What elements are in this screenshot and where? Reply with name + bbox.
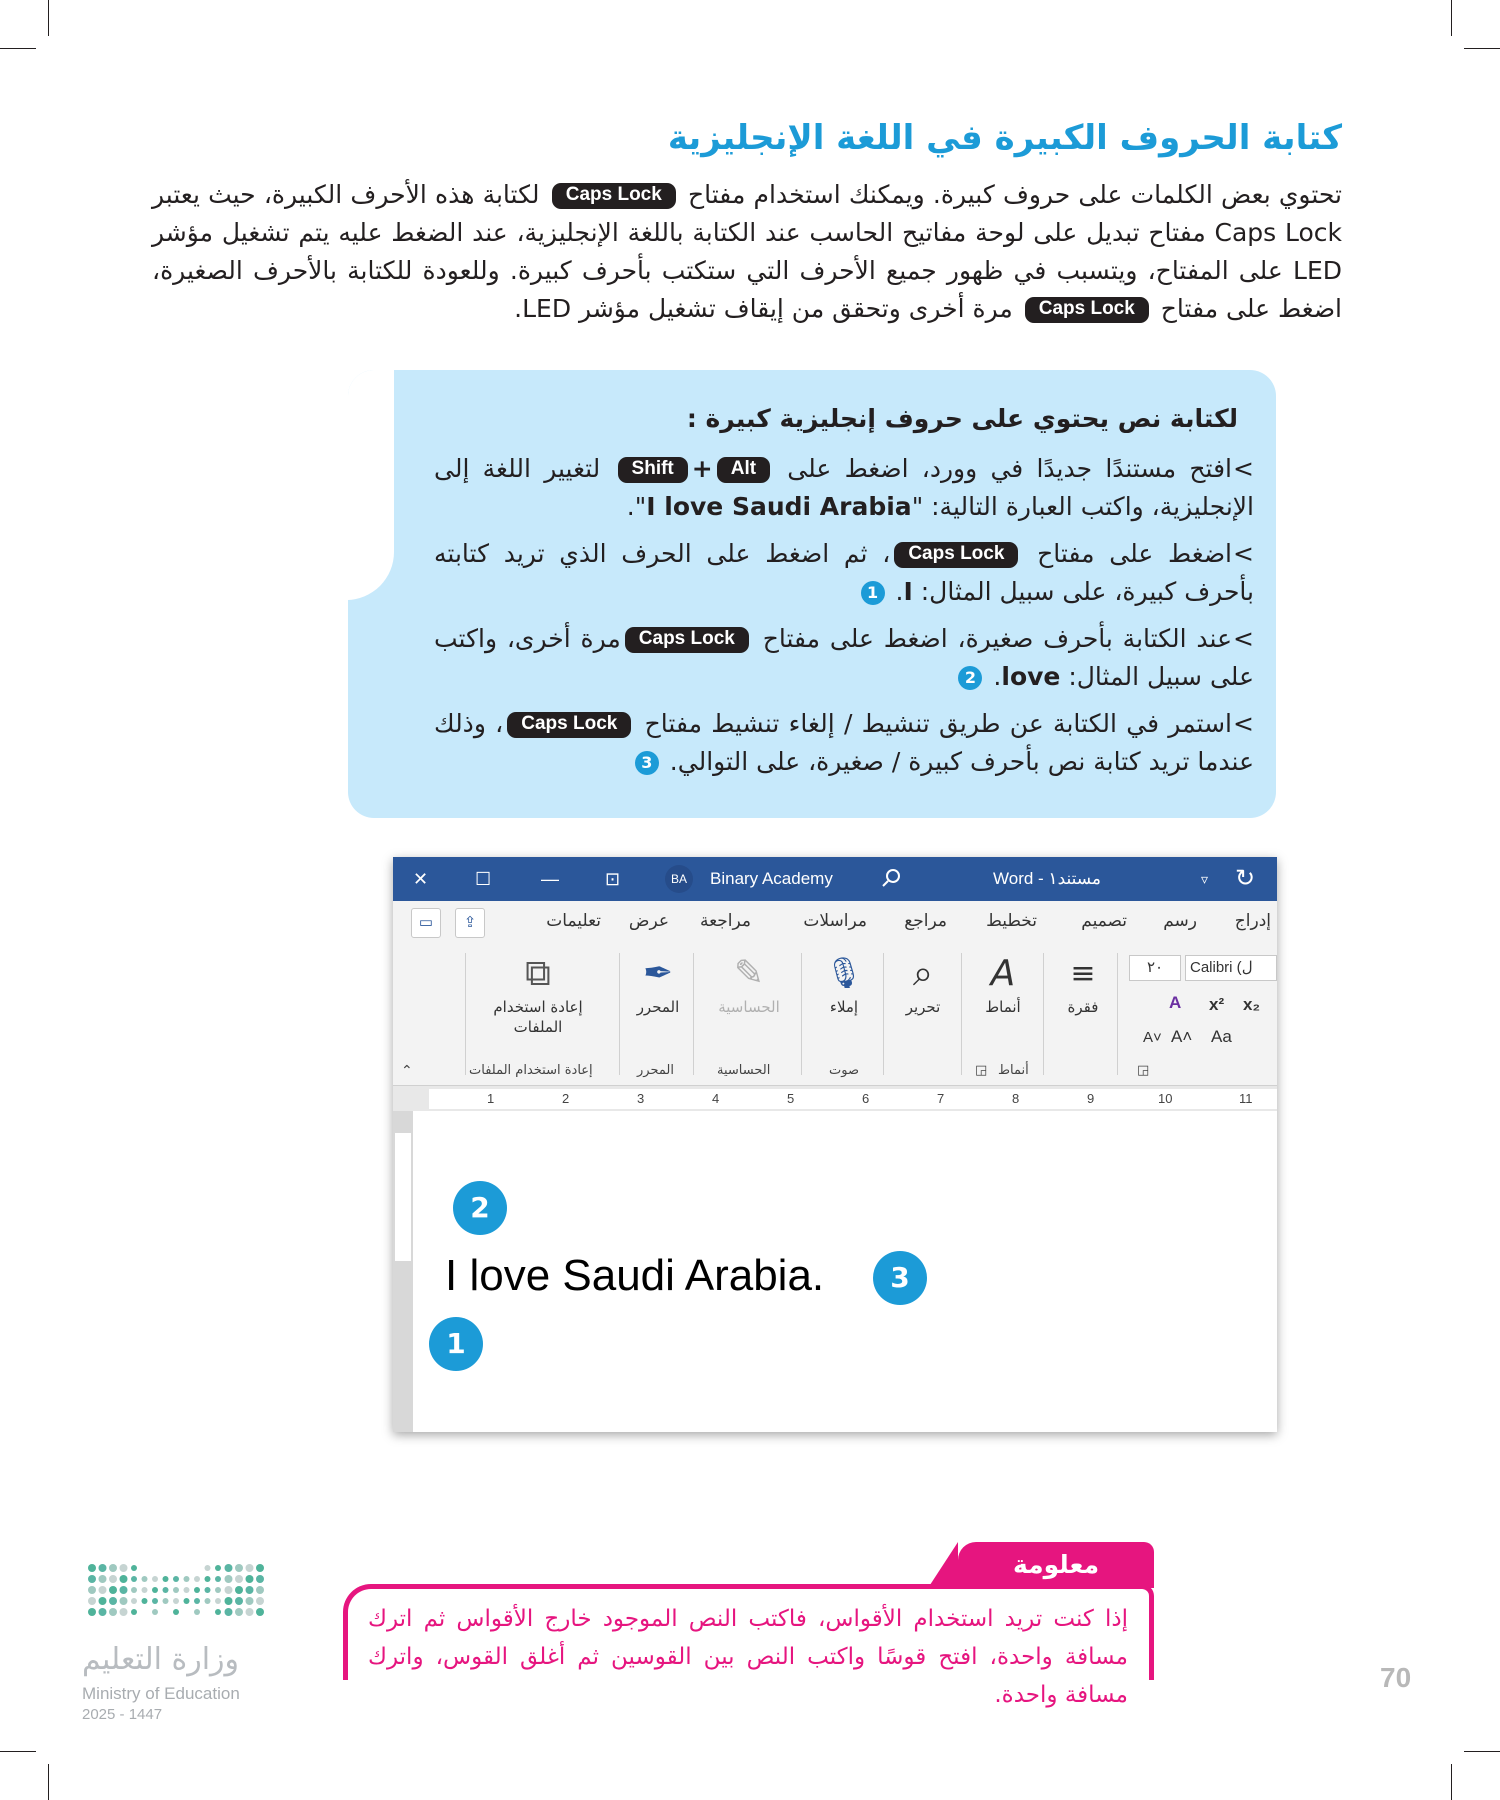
- sensitivity-group[interactable]: [701, 951, 797, 1017]
- step-text: .: [993, 662, 1002, 691]
- step-text: مرة أخرى، واكتب على سبيل المثال:: [434, 624, 1254, 691]
- logo-dot: [99, 1586, 107, 1594]
- logo-dot: [256, 1575, 264, 1583]
- marker-number: 3: [890, 1261, 910, 1294]
- logo-dot: [99, 1608, 107, 1616]
- logo-dot: [131, 1565, 137, 1571]
- logo-dot: [235, 1586, 243, 1594]
- account-name[interactable]: Binary Academy: [710, 869, 833, 888]
- group-label-voice: صوت: [829, 1063, 859, 1078]
- chevron-icon: >: [1233, 454, 1254, 483]
- callout-marker-3: [873, 1251, 927, 1305]
- logo-dot: [246, 1597, 254, 1605]
- ruler-number: 9: [1087, 1091, 1095, 1106]
- intro-paragraph: [152, 176, 1342, 328]
- word-window: [393, 857, 1277, 1432]
- logo-dot: [235, 1564, 243, 1572]
- logo-dot: [194, 1609, 200, 1615]
- crop-mark: [0, 1751, 36, 1752]
- crop-mark: [48, 0, 49, 36]
- comments-icon[interactable]: ▭: [411, 908, 441, 938]
- subscript-button[interactable]: x₂: [1243, 995, 1261, 1014]
- crop-mark: [1464, 1751, 1500, 1752]
- title-bar: [393, 857, 1277, 901]
- plus-sign: +: [691, 454, 713, 483]
- instruction-step-2: [434, 535, 1254, 611]
- ribbon-tabs: [393, 901, 1277, 945]
- logo-dot: [142, 1598, 148, 1604]
- document-title: مستند١ - Word: [993, 869, 1102, 888]
- logo-dot: [152, 1576, 158, 1582]
- callout-marker-2: [453, 1181, 507, 1235]
- logo-dot: [88, 1564, 96, 1572]
- logo-dot: [215, 1565, 221, 1571]
- logo-dot: [152, 1587, 158, 1593]
- box-notch: [348, 370, 394, 600]
- logo-dot: [194, 1587, 200, 1593]
- logo-dot: [173, 1587, 179, 1593]
- logo-dot: [215, 1598, 221, 1604]
- ribbon-label: إعادة استخدام الملفات: [493, 998, 583, 1036]
- logo-dot: [184, 1598, 190, 1604]
- logo-dot: [120, 1575, 128, 1583]
- logo-dot: [235, 1575, 243, 1583]
- instruction-step-1: [434, 450, 1254, 526]
- change-case-button[interactable]: Aa: [1211, 1027, 1232, 1046]
- instruction-step-4: [434, 705, 1254, 781]
- tab-view[interactable]: عرض: [628, 911, 669, 931]
- example-letter: I: [903, 577, 913, 606]
- redo-icon[interactable]: ↻: [1235, 865, 1256, 892]
- logo-dot: [152, 1598, 158, 1604]
- ruler-number: 4: [712, 1091, 720, 1106]
- divider: [883, 953, 884, 1075]
- logo-dot: [99, 1597, 107, 1605]
- logo-dot: [142, 1576, 148, 1582]
- divider: [1043, 953, 1044, 1075]
- editing-group[interactable]: [893, 951, 953, 1017]
- ribbon-label: المحرر: [636, 998, 680, 1016]
- logo-dot: [88, 1575, 96, 1583]
- chevron-icon: >: [1233, 539, 1254, 568]
- logo-dot: [205, 1598, 211, 1604]
- logo-dot: [194, 1576, 200, 1582]
- share-icon[interactable]: ⇪: [455, 908, 485, 938]
- ruler-number: 2: [562, 1091, 570, 1106]
- logo-dot: [246, 1608, 254, 1616]
- sensitivity-icon: ✎: [733, 953, 765, 994]
- ministry-name-english: Ministry of Education: [82, 1684, 240, 1703]
- shift-key: Shift: [618, 457, 688, 483]
- close-button[interactable]: ✕: [413, 869, 429, 889]
- styles-group[interactable]: [968, 951, 1038, 1017]
- divider: [961, 953, 962, 1075]
- logo-dot: [205, 1587, 211, 1593]
- logo-dot: [205, 1576, 211, 1582]
- ruler-number: 1: [487, 1091, 495, 1106]
- ribbon: [393, 945, 1277, 1085]
- crop-mark: [1464, 48, 1500, 49]
- grow-font-button[interactable]: A˄: [1171, 1027, 1193, 1046]
- step-text: استمر في الكتابة عن طريق تنشيط / إلغاء تنشيط مفتاح: [644, 709, 1232, 738]
- ruler-number: 6: [862, 1091, 870, 1106]
- logo-dot: [225, 1608, 233, 1616]
- step-text: ، وذلك عندما تريد كتابة نص بأحرف كبيرة / صغيرة، على التوالي.: [434, 709, 1254, 776]
- example-phrase: I love Saudi Arabia: [646, 492, 912, 521]
- logo-dot: [109, 1597, 117, 1605]
- crop-mark: [1451, 1764, 1452, 1800]
- ribbon-label: فقرة: [1067, 998, 1099, 1016]
- ribbon-label: إملاء: [829, 998, 859, 1016]
- logo-dot: [173, 1576, 179, 1582]
- divider: [693, 953, 694, 1075]
- vertical-ruler-page: [395, 1133, 411, 1261]
- font-name-dropdown[interactable]: Calibri (ل: [1185, 955, 1277, 981]
- vertical-ruler: [393, 1111, 413, 1432]
- instructions-box: [348, 370, 1276, 818]
- styles-dialog-launcher-icon[interactable]: ◲: [975, 1063, 988, 1078]
- logo-dot: [109, 1586, 117, 1594]
- document-text[interactable]: I love Saudi Arabia.: [445, 1251, 825, 1300]
- group-label-styles: أنماط: [998, 1063, 1029, 1078]
- caps-lock-key: Caps Lock: [625, 627, 749, 653]
- reuse-files-icon: ⧉: [525, 953, 551, 994]
- crop-mark: [1451, 0, 1452, 36]
- crop-mark: [0, 48, 36, 49]
- logo-dot: [120, 1608, 128, 1616]
- info-text: إذا كنت تريد استخدام الأقواس، فاكتب النص الموجود خارج الأقواس ثم اترك مسافة واحدة، افتح قوسًا واكتب النص بين القوسين ثم أغلق القوس، واترك مسافة واحدة.: [368, 1606, 1128, 1708]
- logo-dot: [163, 1598, 169, 1604]
- logo-dot: [246, 1564, 254, 1572]
- superscript-button[interactable]: x²: [1209, 995, 1225, 1014]
- step-number-badge: 2: [958, 666, 982, 690]
- intro-text: تحتوي بعض الكلمات على حروف كبيرة. ويمكنك استخدام مفتاح: [688, 180, 1342, 209]
- font-dialog-launcher-icon[interactable]: ◲: [1137, 1063, 1150, 1078]
- step-number-badge: 1: [861, 581, 885, 605]
- logo-dot: [109, 1575, 117, 1583]
- chevron-icon: >: [1233, 709, 1254, 738]
- logo-dot: [88, 1586, 96, 1594]
- styles-icon: A: [990, 953, 1016, 994]
- logo-dot: [184, 1587, 190, 1593]
- logo-dot: [235, 1597, 243, 1605]
- logo-dot: [235, 1608, 243, 1616]
- logo-dot: [163, 1576, 169, 1582]
- logo-dot: [225, 1575, 233, 1583]
- ribbon-label: الحساسية: [718, 998, 780, 1016]
- intro-text: مرة أخرى وتحقق من إيقاف تشغيل مؤشر LED.: [514, 294, 1013, 323]
- callout-marker-1: [429, 1317, 483, 1371]
- ministry-name-arabic: وزارة التعليم: [82, 1642, 240, 1677]
- logo-dot: [109, 1564, 117, 1572]
- caps-lock-key: Caps Lock: [552, 183, 676, 209]
- logo-dot: [256, 1564, 264, 1572]
- divider: [801, 953, 802, 1075]
- caps-lock-key: Caps Lock: [1025, 297, 1149, 323]
- tab-mailings[interactable]: مراسلات: [803, 911, 867, 931]
- tab-review[interactable]: مراجعة: [699, 911, 751, 931]
- ruler-number: 8: [1012, 1091, 1020, 1106]
- marker-number: 2: [470, 1191, 490, 1224]
- logo-dot: [215, 1609, 221, 1615]
- shrink-font-button[interactable]: A˅: [1143, 1029, 1162, 1046]
- step-text: اضغط على مفتاح: [1037, 539, 1232, 568]
- logo-dot: [142, 1587, 148, 1593]
- quick-access-dropdown-icon[interactable]: ▿: [1201, 871, 1209, 887]
- logo-dot: [246, 1586, 254, 1594]
- logo-dot: [99, 1564, 107, 1572]
- caps-lock-key: Caps Lock: [507, 712, 631, 738]
- logo-dot: [109, 1608, 117, 1616]
- instruction-step-3: [434, 620, 1254, 696]
- search-icon[interactable]: [881, 857, 901, 901]
- caps-lock-key: Caps Lock: [894, 542, 1018, 568]
- divider: [619, 953, 620, 1075]
- dictate-group[interactable]: [809, 951, 879, 1017]
- logo-dot: [225, 1597, 233, 1605]
- section-title: كتابة الحروف الكبيرة في اللغة الإنجليزية: [667, 118, 1342, 158]
- ruler-number: 11: [1239, 1091, 1253, 1106]
- page-number: 70: [1380, 1662, 1412, 1693]
- ruler: [393, 1085, 1277, 1111]
- tab-design[interactable]: تصميم: [1081, 911, 1127, 931]
- ruler-number: 5: [787, 1091, 795, 1106]
- paragraph-group[interactable]: [1053, 951, 1113, 1017]
- ministry-logo-icon: [84, 1560, 274, 1640]
- group-label-reuse-files: إعادة استخدام الملفات: [469, 1063, 593, 1078]
- tab-references[interactable]: مراجع: [904, 911, 947, 931]
- tab-insert[interactable]: إدراج: [1234, 911, 1271, 931]
- reuse-files-group[interactable]: [463, 951, 613, 1037]
- minimize-button[interactable]: —: [541, 869, 559, 889]
- ribbon-label: أنماط: [985, 998, 1021, 1016]
- clear-formatting-icon[interactable]: A: [1169, 993, 1182, 1012]
- logo-dot: [120, 1564, 128, 1572]
- logo-dot: [88, 1597, 96, 1605]
- step-number-badge: 3: [635, 751, 659, 775]
- logo-dot: [131, 1576, 137, 1582]
- chevron-icon: >: [1233, 624, 1254, 653]
- group-label-editor: المحرر: [637, 1063, 674, 1078]
- logo-dot: [256, 1586, 264, 1594]
- logo-dot: [184, 1576, 190, 1582]
- logo-dot: [120, 1597, 128, 1605]
- ministry-logo: [80, 1560, 280, 1730]
- group-label-sensitivity: الحساسية: [717, 1063, 771, 1078]
- ribbon-label: تحرير: [905, 998, 941, 1016]
- ruler-number: 7: [937, 1091, 945, 1106]
- marker-number: 1: [446, 1327, 466, 1360]
- logo-dot: [215, 1576, 221, 1582]
- alt-key: Alt: [717, 457, 770, 483]
- logo-dot: [205, 1565, 211, 1571]
- logo-dot: [225, 1564, 233, 1572]
- logo-dot: [152, 1609, 158, 1615]
- tab-help[interactable]: تعليمات: [546, 911, 601, 931]
- ministry-year: 2025 - 1447: [82, 1706, 163, 1723]
- logo-dot: [163, 1587, 169, 1593]
- find-icon: ⌕: [912, 953, 934, 994]
- step-text: ، ثم اضغط على الحرف الذي تريد كتابته بأحرف كبيرة، على سبيل المثال:: [434, 539, 1254, 606]
- logo-dot: [246, 1575, 254, 1583]
- tab-layout[interactable]: تخطيط: [986, 911, 1037, 931]
- logo-dot: [88, 1608, 96, 1616]
- instructions-heading: لكتابة نص يحتوي على حروف إنجليزية كبيرة :: [686, 404, 1238, 433]
- divider: [465, 953, 466, 1075]
- editor-icon: ✒: [642, 953, 674, 994]
- step-text: افتح مستندًا جديدًا في وورد، اضغط على: [787, 454, 1232, 483]
- logo-dot: [215, 1587, 221, 1593]
- info-label: معلومة: [958, 1542, 1154, 1588]
- logo-dot: [131, 1587, 137, 1593]
- paragraph-icon: ≡: [1070, 956, 1096, 991]
- maximize-button[interactable]: ☐: [475, 869, 492, 889]
- logo-dot: [225, 1586, 233, 1594]
- logo-dot: [256, 1597, 264, 1605]
- step-text: .: [895, 577, 904, 606]
- tab-draw[interactable]: رسم: [1163, 911, 1197, 931]
- font-size-dropdown[interactable]: ٢٠: [1129, 955, 1181, 981]
- step-text: ".: [626, 492, 647, 521]
- ruler-number: 10: [1158, 1091, 1173, 1106]
- editor-group[interactable]: [627, 951, 689, 1017]
- logo-dot: [173, 1598, 179, 1604]
- microphone-icon: 🎙: [824, 956, 864, 991]
- logo-dot: [99, 1575, 107, 1583]
- logo-dot: [256, 1608, 264, 1616]
- logo-dot: [194, 1598, 200, 1604]
- ruler-track: [429, 1089, 1277, 1109]
- logo-dot: [173, 1609, 179, 1615]
- divider: [1117, 953, 1118, 1075]
- collapse-ribbon-icon[interactable]: ⌃: [401, 1063, 413, 1079]
- logo-dot: [120, 1586, 128, 1594]
- logo-dot: [131, 1598, 137, 1604]
- crop-mark: [48, 1764, 49, 1800]
- intro-text: لكتابة هذه الأحرف الكبيرة، حيث يعتبر Caps Lock مفتاح تبديل على لوحة مفاتيح الحاسب عند الكتابة باللغة الإنجليزية، عند الضغط عليه يتم تشغيل مؤشر LED على المفتاح، ويتسبب في ظهور جميع الأحرف التي ستكتب بأحرف كبيرة. وللعودة للكتابة بالأحرف الصغيرة، اضغط على مفتاح: [152, 180, 1342, 323]
- ribbon-display-icon[interactable]: ⊡: [605, 869, 621, 889]
- step-text: لتغيير اللغة إلى الإنجليزية، واكتب العبارة التالية: ": [434, 454, 1254, 521]
- avatar[interactable]: BA: [665, 865, 693, 893]
- logo-dot: [131, 1609, 137, 1615]
- ruler-number: 3: [637, 1091, 645, 1106]
- example-word: love: [1001, 662, 1061, 691]
- step-text: عند الكتابة بأحرف صغيرة، اضغط على مفتاح: [762, 624, 1232, 653]
